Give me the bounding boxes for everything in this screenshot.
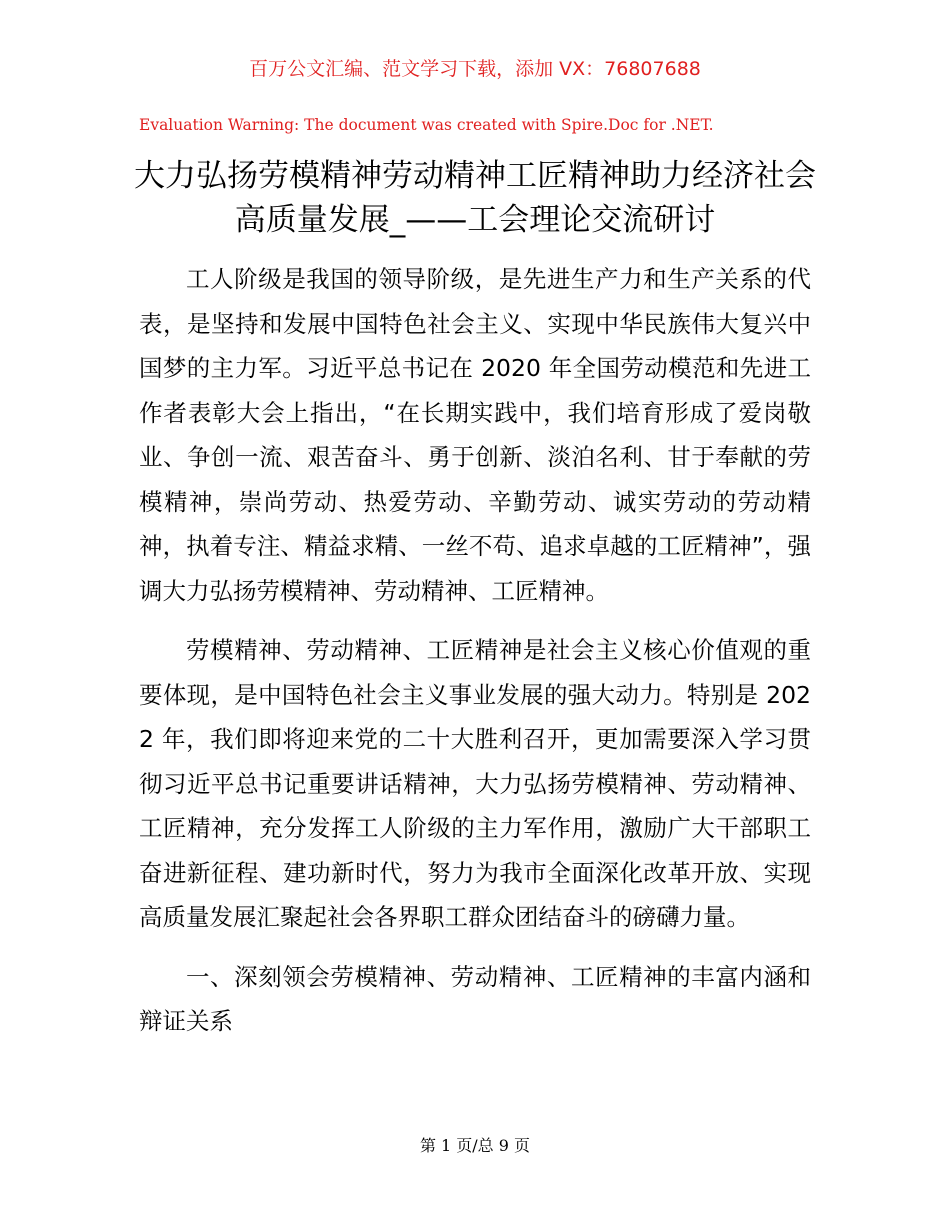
section-heading-1: 一、深刻领会劳模精神、劳动精神、工匠精神的丰富内涵和辩证关系 — [139, 962, 811, 1035]
document-title: 大力弘扬劳模精神劳动精神工匠精神助力经济社会高质量发展_——工会理论交流研讨 — [134, 158, 816, 238]
paragraph-1: 工人阶级是我国的领导阶级，是先进生产力和生产关系的代表，是坚持和发展中国特色社会主义、实现中华民族伟大复兴中国梦的主力军。习近平总书记在 2020 年全国劳动模范和先进工作者表彰大会上指出，“在长期实践中，我们培育形成了爱岗敬业、争创一流、艰苦奋斗、勇于创新、淡泊名利、甘于奉献的劳模精神，崇尚劳动、热爱劳动、辛勤劳动、诚实劳动的劳动精神，执着专注、精益求精、一丝不苟、追求卓越的工匠精神”，强调大力弘扬劳模精神、劳动精神、工匠精神。 — [139, 265, 811, 605]
page-number-footer: 第 1 页/总 9 页 — [419, 1136, 531, 1155]
header-banner: 百万公文汇编、范文学习下载，添加 VX：76807688 — [249, 58, 701, 80]
evaluation-warning: Evaluation Warning: The document was created with Spire.Doc for .NET. — [139, 116, 714, 134]
document-body — [139, 257, 811, 1059]
paragraph-2: 劳模精神、劳动精神、工匠精神是社会主义核心价值观的重要体现，是中国特色社会主义事业发展的强大动力。特别是 2022 年，我们即将迎来党的二十大胜利召开，更加需要深入学习贯彻习近平总书记重要讲话精神，大力弘扬劳模精神、劳动精神、工匠精神，充分发挥工人阶级的主力军作用，激励广大干部职工奋进新征程、建功新时代，努力为我市全面深化改革开放、实现高质量发展汇聚起社会各界职工群众团结奋斗的磅礴力量。 — [139, 636, 811, 931]
